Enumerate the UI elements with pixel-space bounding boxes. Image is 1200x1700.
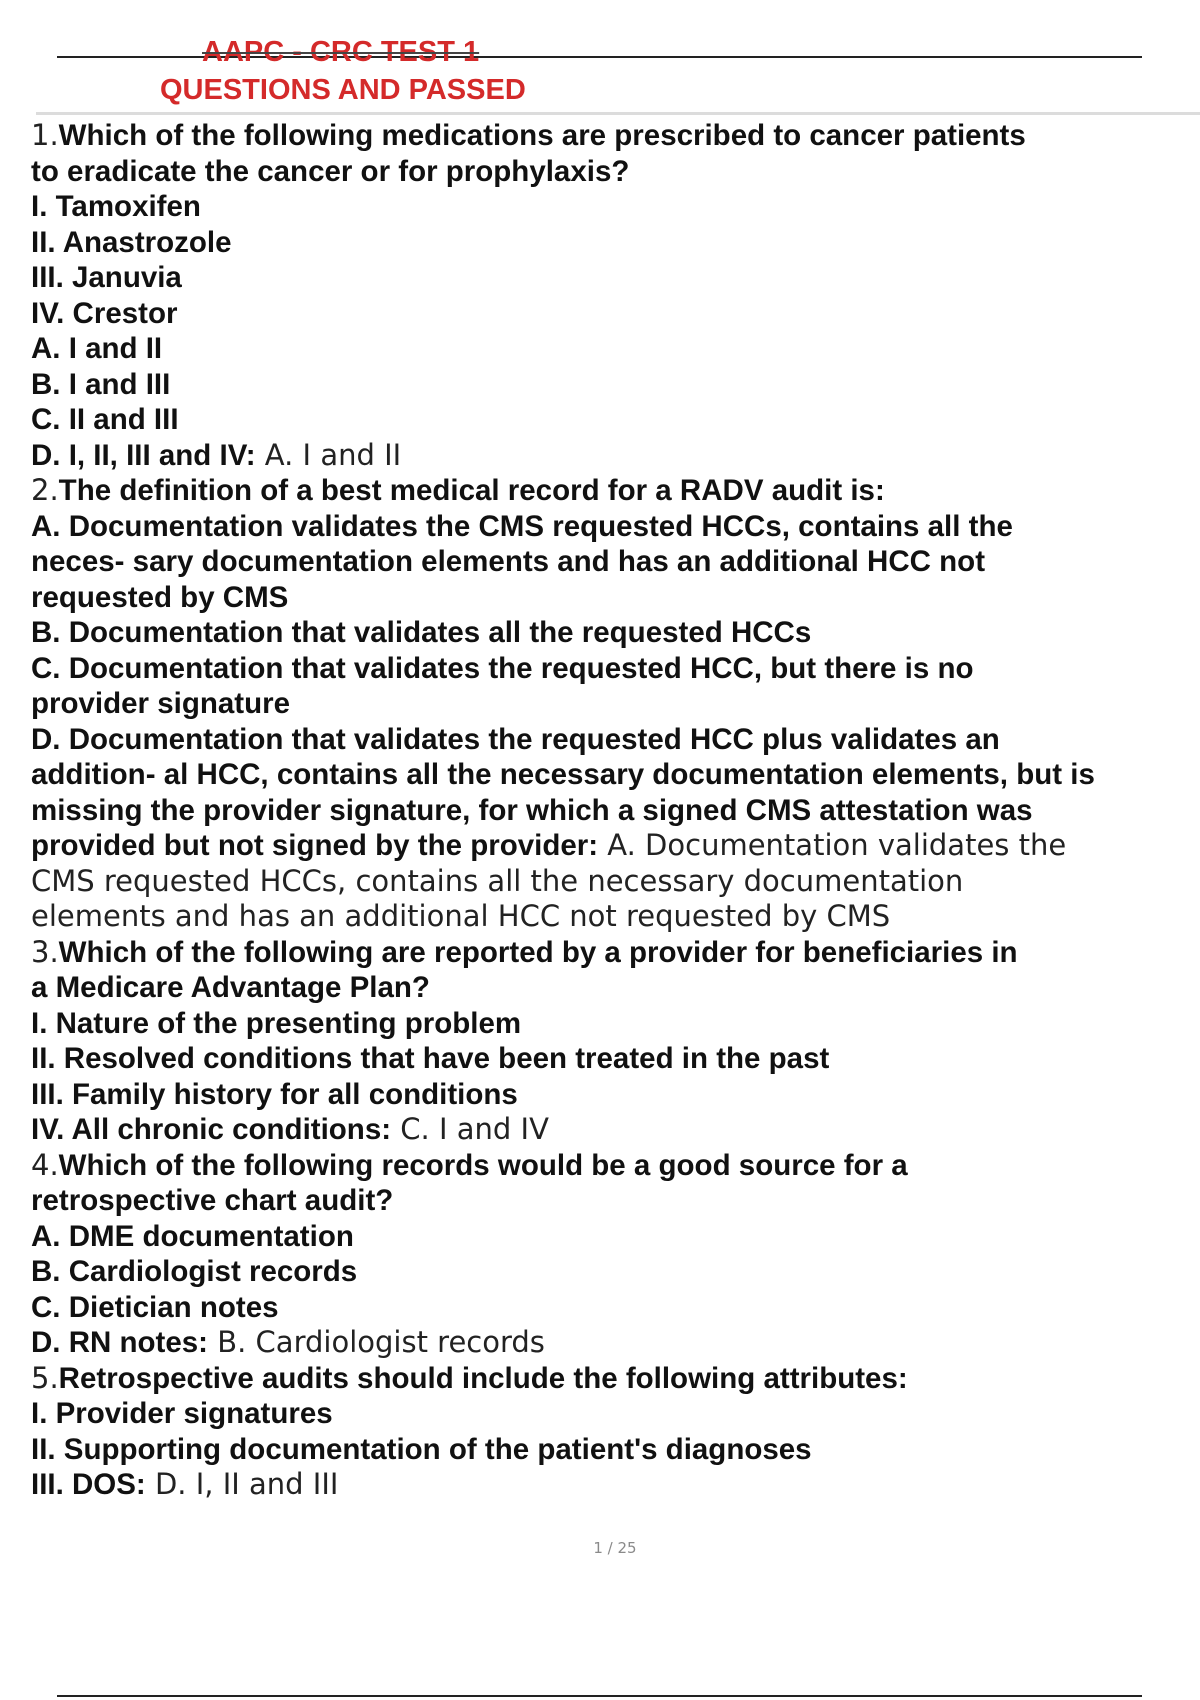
answer-text: CMS requested HCCs, contains all the necessary documentation: [31, 863, 964, 898]
text-line: [31, 438, 1181, 474]
question-text: IV. Crestor: [31, 296, 178, 330]
question-text: B. I and III: [31, 367, 171, 401]
question-text: C. Dietician notes: [31, 1290, 279, 1324]
question-start-line: [31, 935, 1181, 971]
question-text: provider signature: [31, 687, 291, 720]
question-number: 2.: [31, 473, 59, 507]
question-text: III. Family history for all conditions: [31, 1077, 518, 1111]
text-line: [31, 615, 1181, 651]
question-text: A. DME documentation: [31, 1219, 354, 1253]
question-text: The definition of a best medical record for a RADV audit is:: [58, 474, 885, 507]
question-text: provided but not signed by the provider:: [31, 829, 599, 862]
text-line: [31, 367, 1181, 403]
question-text: C. II and III: [31, 403, 179, 436]
text-line: [31, 331, 1181, 367]
question-number: 1.: [31, 118, 59, 152]
text-line: [31, 651, 1181, 687]
question-text: addition- al HCC, contains all the necessary documentation elements, but is: [31, 758, 1095, 791]
text-line: [31, 1041, 1181, 1077]
text-line: [31, 1254, 1181, 1290]
text-line: [31, 154, 1181, 190]
text-line: [31, 225, 1181, 261]
text-line: [31, 509, 1181, 545]
question-text: Retrospective audits should include the following attributes:: [58, 1361, 908, 1395]
question-text: III. DOS:: [31, 1468, 146, 1501]
text-line: [31, 402, 1181, 438]
question-text: II. Resolved conditions that have been treated in the past: [31, 1042, 830, 1075]
question-start-line: [31, 473, 1181, 509]
question-text: III. Januvia: [31, 261, 182, 294]
question-text: I. Tamoxifen: [31, 190, 201, 223]
question-text: I. Nature of the presenting problem: [31, 1006, 522, 1040]
question-text: B. Documentation that validates all the requested HCCs: [31, 616, 812, 649]
question-text: D. I, II, III and IV:: [31, 438, 256, 472]
bottom-divider: [57, 1695, 1142, 1697]
question-text: requested by CMS: [31, 580, 289, 614]
question-text: a Medicare Advantage Plan?: [31, 971, 430, 1004]
text-line: [31, 828, 1181, 864]
header-separator: [36, 112, 1200, 115]
text-line: [31, 544, 1181, 580]
question-number: 3.: [31, 934, 59, 969]
question-text: to eradicate the cancer or for prophylaxis?: [31, 154, 630, 188]
question-text: D. Documentation that validates the requested HCC plus validates an: [31, 722, 1000, 756]
question-text: A. I and II: [31, 332, 163, 365]
text-line: [31, 757, 1181, 793]
answer-text: C. I and IV: [391, 1112, 549, 1146]
answer-text: D. I, II and III: [145, 1467, 339, 1501]
answer-text: B. Cardiologist records: [208, 1325, 545, 1359]
question-text: Which of the following are reported by a provider for beneficiaries in: [58, 935, 1018, 969]
text-line: [31, 260, 1181, 296]
text-line: [31, 686, 1181, 722]
question-text: II. Anastrozole: [31, 225, 232, 259]
question-number: 4.: [31, 1147, 59, 1182]
question-start-line: [31, 1148, 1181, 1184]
text-line: [31, 189, 1181, 225]
text-line: [31, 1183, 1181, 1219]
question-text: I. Provider signatures: [31, 1397, 333, 1430]
page-number: 1 / 25: [593, 1539, 637, 1557]
text-line: [31, 1467, 1181, 1503]
document-title-line-1: AAPC - CRC TEST 1: [202, 36, 480, 68]
text-line: [31, 1325, 1181, 1361]
answer-text: A. I and II: [255, 437, 402, 472]
question-list: [31, 118, 1181, 1503]
text-line: [31, 1396, 1181, 1432]
question-text: Which of the following medications are prescribed to cancer patients: [58, 119, 1026, 152]
question-text: retrospective chart audit?: [31, 1184, 394, 1217]
question-number: 5.: [31, 1360, 59, 1395]
text-line: [31, 1077, 1181, 1113]
question-text: IV. All chronic conditions:: [31, 1113, 392, 1146]
question-text: B. Cardiologist records: [31, 1255, 358, 1288]
question-text: D. RN notes:: [31, 1326, 208, 1359]
question-text: A. Documentation validates the CMS requested HCCs, contains all the: [31, 509, 1013, 543]
text-line: [31, 793, 1181, 829]
text-line: [31, 1219, 1181, 1255]
text-line: [31, 970, 1181, 1006]
question-text: II. Supporting documentation of the patient's diagnoses: [31, 1432, 812, 1466]
answer-text: elements and has an additional HCC not requested by CMS: [31, 899, 891, 933]
answer-text: A. Documentation validates the: [598, 828, 1067, 862]
text-line: [31, 1290, 1181, 1326]
question-text: missing the provider signature, for which a signed CMS attestation was: [31, 793, 1033, 827]
text-line: [31, 1432, 1181, 1468]
question-text: C. Documentation that validates the requested HCC, but there is no: [31, 651, 974, 685]
text-line: [31, 722, 1181, 758]
question-text: neces- sary documentation elements and has an additional HCC not: [31, 545, 986, 578]
question-text: Which of the following records would be a good source for a: [58, 1148, 908, 1182]
text-line: [31, 864, 1181, 900]
document-title-line-2: QUESTIONS AND PASSED: [160, 74, 526, 106]
text-line: [31, 1112, 1181, 1148]
text-line: [31, 899, 1181, 935]
text-line: [31, 296, 1181, 332]
question-start-line: [31, 118, 1181, 154]
text-line: [31, 580, 1181, 616]
text-line: [31, 1006, 1181, 1042]
question-start-line: [31, 1361, 1181, 1397]
